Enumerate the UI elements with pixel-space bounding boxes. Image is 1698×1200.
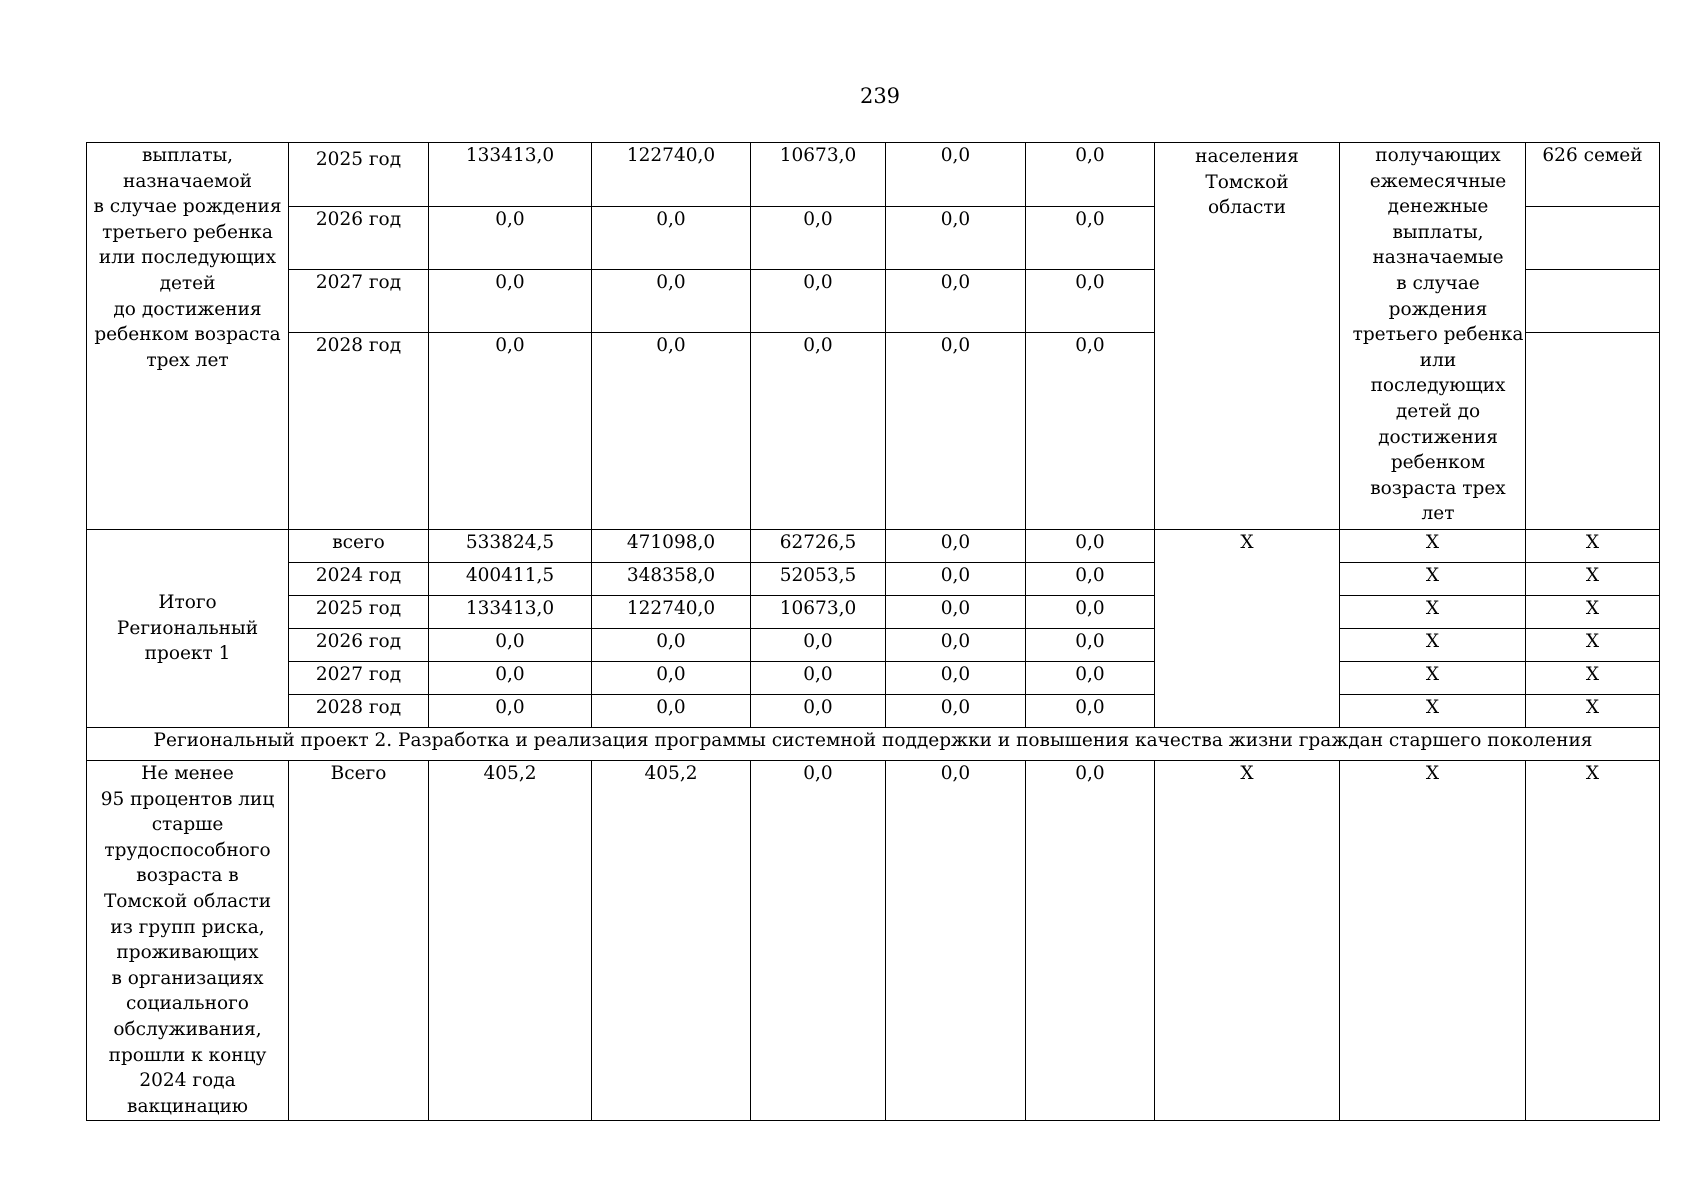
indicator-cell: X xyxy=(1340,761,1526,1121)
year-cell: 2026 год xyxy=(289,629,429,662)
value-cell: 0,0 xyxy=(751,662,886,695)
table-row xyxy=(87,695,1660,728)
value-cell: 122740,0 xyxy=(592,143,751,207)
year-cell: 2025 год xyxy=(289,596,429,629)
participant-cell: X xyxy=(1155,761,1340,1121)
target-value-cell xyxy=(1526,333,1660,530)
value-cell: 0,0 xyxy=(1026,207,1155,270)
value-cell: 471098,0 xyxy=(592,530,751,563)
value-cell: 0,0 xyxy=(886,761,1026,1121)
year-cell: 2027 год xyxy=(289,662,429,695)
value-cell: 122740,0 xyxy=(592,596,751,629)
value-cell: 0,0 xyxy=(592,629,751,662)
value-cell: 405,2 xyxy=(429,761,592,1121)
value-cell: 10673,0 xyxy=(751,596,886,629)
value-cell: 0,0 xyxy=(592,270,751,333)
value-cell: 0,0 xyxy=(751,333,886,530)
value-cell: 0,0 xyxy=(886,270,1026,333)
indicator-cell: X xyxy=(1340,563,1526,596)
value-cell: 0,0 xyxy=(1026,333,1155,530)
target-value-cell: X xyxy=(1526,761,1660,1121)
value-cell: 0,0 xyxy=(886,563,1026,596)
target-value-cell xyxy=(1526,207,1660,270)
table-row xyxy=(87,596,1660,629)
target-value-cell: X xyxy=(1526,563,1660,596)
value-cell: 0,0 xyxy=(1026,629,1155,662)
target-value-cell xyxy=(1526,270,1660,333)
value-cell: 0,0 xyxy=(751,270,886,333)
value-cell: 133413,0 xyxy=(429,596,592,629)
table-row xyxy=(87,530,1660,563)
section-heading: Региональный проект 2. Разработка и реализация программы системной поддержки и повышения качества жизни граждан старшего поколения xyxy=(87,728,1660,761)
value-cell: 405,2 xyxy=(592,761,751,1121)
indicator-cell: X xyxy=(1340,662,1526,695)
year-cell: 2025 год xyxy=(289,143,429,207)
value-cell: 348358,0 xyxy=(592,563,751,596)
value-cell: 0,0 xyxy=(751,207,886,270)
measure-description-cell: выплаты, назначаемой в случае рождения третьего ребенка или последующих детей до достижения ребенком возраста трех лет xyxy=(87,143,289,530)
participant-cell: населения Томской области xyxy=(1155,143,1340,530)
year-cell: 2028 год xyxy=(289,333,429,530)
value-cell: 0,0 xyxy=(886,207,1026,270)
indicator-cell: X xyxy=(1340,629,1526,662)
value-cell: 0,0 xyxy=(886,143,1026,207)
year-cell: Всего xyxy=(289,761,429,1121)
value-cell: 10673,0 xyxy=(751,143,886,207)
value-cell: 0,0 xyxy=(751,761,886,1121)
indicator-cell: получающих ежемесячные денежные выплаты, назначаемые в случае рождения третьего ребенка или последующих детей до достижения ребенком возраста трех лет xyxy=(1340,143,1526,530)
budget-table xyxy=(86,142,1660,1121)
value-cell: 0,0 xyxy=(592,207,751,270)
value-cell: 0,0 xyxy=(1026,761,1155,1121)
table-row xyxy=(87,761,1660,1121)
value-cell: 0,0 xyxy=(592,333,751,530)
value-cell: 0,0 xyxy=(1026,662,1155,695)
table-row xyxy=(87,629,1660,662)
value-cell: 0,0 xyxy=(429,629,592,662)
table-row xyxy=(87,662,1660,695)
value-cell: 0,0 xyxy=(751,629,886,662)
value-cell: 0,0 xyxy=(1026,596,1155,629)
indicator-cell: X xyxy=(1340,596,1526,629)
value-cell: 533824,5 xyxy=(429,530,592,563)
value-cell: 0,0 xyxy=(429,270,592,333)
value-cell: 0,0 xyxy=(886,333,1026,530)
value-cell: 0,0 xyxy=(1026,695,1155,728)
page-number: 239 xyxy=(859,84,901,108)
indicator-cell: X xyxy=(1340,695,1526,728)
year-cell: 2024 год xyxy=(289,563,429,596)
indicator-cell: X xyxy=(1340,530,1526,563)
value-cell: 0,0 xyxy=(1026,563,1155,596)
value-cell: 0,0 xyxy=(886,629,1026,662)
value-cell: 400411,5 xyxy=(429,563,592,596)
table-row xyxy=(87,563,1660,596)
target-value-cell: X xyxy=(1526,629,1660,662)
value-cell: 133413,0 xyxy=(429,143,592,207)
target-value-cell: X xyxy=(1526,662,1660,695)
year-cell: 2026 год xyxy=(289,207,429,270)
value-cell: 0,0 xyxy=(751,695,886,728)
table-row xyxy=(87,143,1660,207)
value-cell: 0,0 xyxy=(886,530,1026,563)
year-cell: 2028 год xyxy=(289,695,429,728)
year-cell: 2027 год xyxy=(289,270,429,333)
value-cell: 62726,5 xyxy=(751,530,886,563)
table-row xyxy=(87,728,1660,761)
value-cell: 0,0 xyxy=(886,662,1026,695)
measure-description-cell: Не менее 95 процентов лиц старше трудоспособного возраста в Томской области из групп риска, проживающих в организациях социального обслуживания, прошли к концу 2024 года вакцинацию xyxy=(87,761,289,1121)
value-cell: 0,0 xyxy=(592,662,751,695)
value-cell: 0,0 xyxy=(886,596,1026,629)
target-value-cell: X xyxy=(1526,596,1660,629)
value-cell: 0,0 xyxy=(1026,143,1155,207)
target-value-cell: 626 семей xyxy=(1526,143,1660,207)
target-value-cell: X xyxy=(1526,695,1660,728)
value-cell: 0,0 xyxy=(1026,530,1155,563)
value-cell: 0,0 xyxy=(429,662,592,695)
target-value-cell: X xyxy=(1526,530,1660,563)
value-cell: 0,0 xyxy=(592,695,751,728)
year-cell: всего xyxy=(289,530,429,563)
participant-cell: X xyxy=(1155,530,1340,728)
total-label-cell: Итого Региональный проект 1 xyxy=(87,530,289,728)
value-cell: 0,0 xyxy=(429,695,592,728)
value-cell: 0,0 xyxy=(1026,270,1155,333)
value-cell: 0,0 xyxy=(429,333,592,530)
value-cell: 0,0 xyxy=(886,695,1026,728)
value-cell: 0,0 xyxy=(429,207,592,270)
value-cell: 52053,5 xyxy=(751,563,886,596)
